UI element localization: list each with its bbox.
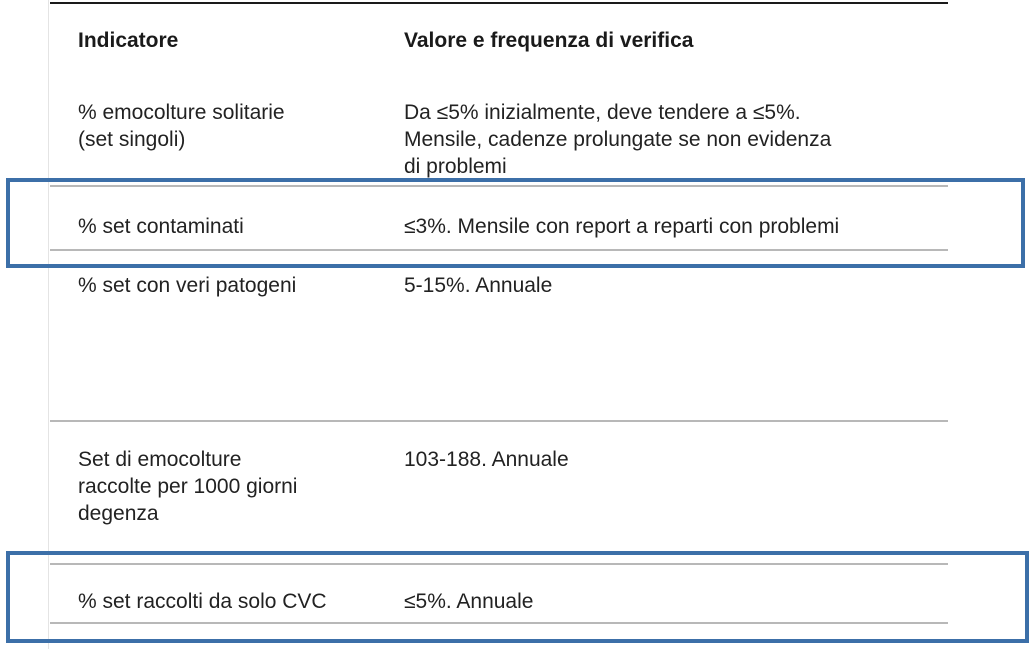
row-divider xyxy=(50,420,948,422)
row-0-value: Da ≤5% inizialmente, deve tendere a ≤5%. Mensile, cadenze prolungate se non evidenza di problemi xyxy=(404,101,832,178)
header-value: Valore e frequenza di verifica xyxy=(404,29,694,52)
row-2-indicator: % set con veri patogeni xyxy=(78,274,297,297)
row-4-value: ≤5%. Annuale xyxy=(404,590,534,613)
highlight-box-cvc xyxy=(6,551,1029,643)
row-3-indicator: Set di emocolture raccolte per 1000 giorni degenza xyxy=(78,448,298,525)
highlight-box-contaminati xyxy=(6,178,1025,268)
row-2-value: 5-15%. Annuale xyxy=(404,274,553,297)
row-3-value: 103-188. Annuale xyxy=(404,448,569,471)
row-1-indicator: % set contaminati xyxy=(78,215,244,238)
row-4-indicator: % set raccolti da solo CVC xyxy=(78,590,327,613)
header-indicator: Indicatore xyxy=(78,29,179,52)
table-top-rule xyxy=(50,2,948,4)
row-0-indicator: % emocolture solitarie (set singoli) xyxy=(78,101,285,151)
row-1-value: ≤3%. Mensile con report a reparti con problemi xyxy=(404,215,840,238)
